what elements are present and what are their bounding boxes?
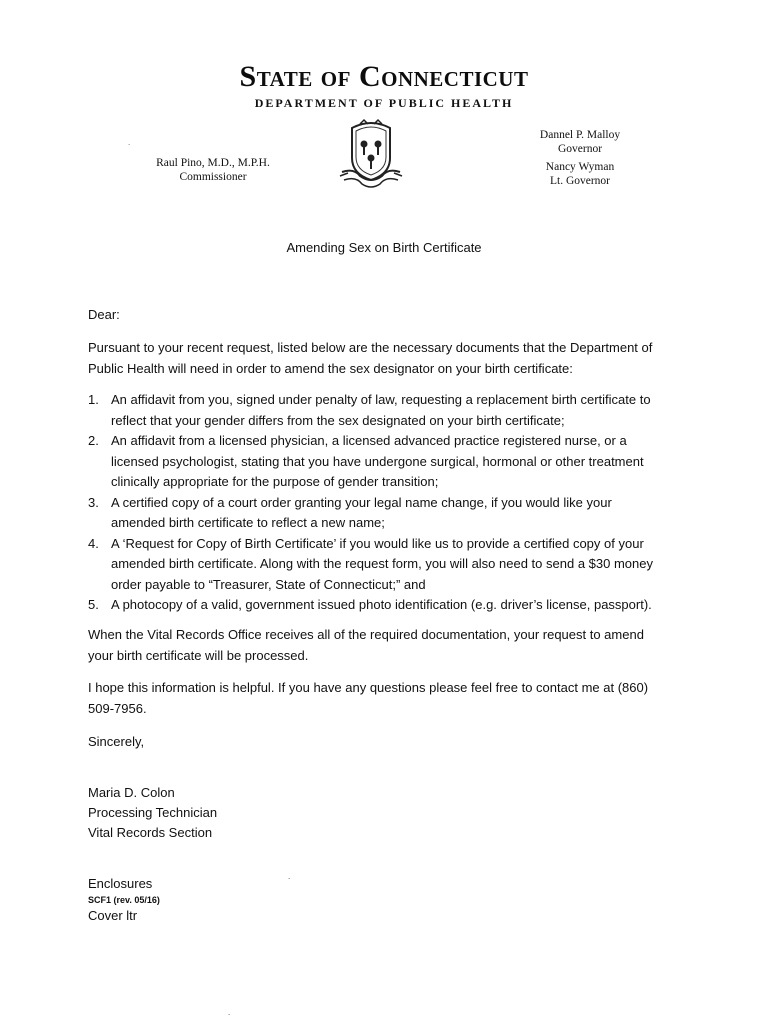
governor-title: Governor xyxy=(557,143,603,155)
signer-name: Maria D. Colon xyxy=(88,785,175,800)
governor-block xyxy=(500,128,660,188)
commissioner-title: Commissioner xyxy=(179,171,247,183)
commissioner-name: Raul Pino, M.D., M.P.H. xyxy=(156,157,270,169)
requirement-text: An affidavit from a licensed physician, a licensed advanced practice registered nurse, or a licensed psychologist, stating that you have undergone surgical, hormonal or other treatment clinically appropriate for the purpose of gender transition; xyxy=(111,433,644,489)
enclosures-block xyxy=(88,875,160,925)
requirement-item xyxy=(88,493,668,534)
state-seal-icon xyxy=(338,118,404,192)
requirement-item xyxy=(88,390,668,431)
requirement-text: A certified copy of a court order granting your legal name change, if you would like your amended birth certificate to reflect a new name; xyxy=(111,494,612,530)
contact-paragraph: I hope this information is helpful. If you have any questions please feel free to contact me at (860) 509-7956. xyxy=(88,680,649,716)
requirement-text: A photocopy of a valid, government issued photo identification (e.g. driver’s license, passport). xyxy=(111,597,652,612)
letterhead-title: State of Connecticut xyxy=(239,60,529,93)
intro-paragraph: Pursuant to your recent request, listed below are the necessary documents that the Department of Public Health will need in order to amend the sex designator on your birth certificate: xyxy=(88,340,653,376)
requirement-text: An affidavit from you, signed under penalty of law, requesting a replacement birth certificate to reflect that your gender differs from the sex designated on your birth certificate; xyxy=(111,392,651,428)
requirement-number: 3. xyxy=(88,494,99,510)
requirement-item xyxy=(88,595,668,616)
requirement-item xyxy=(88,534,668,596)
cover-letter-label: Cover ltr xyxy=(88,908,138,923)
requirements-list xyxy=(88,390,668,616)
governor-name: Dannel P. Malloy xyxy=(539,129,621,141)
form-code: SCF1 (rev. 05/16) xyxy=(88,895,160,905)
scan-mark: . xyxy=(128,138,131,147)
letter-subject: Amending Sex on Birth Certificate xyxy=(286,240,482,255)
requirement-text: A ‘Request for Copy of Birth Certificate’ if you would like us to provide a certified copy of your amended birth certificate. Along with the request form, you will also need to send a $30 money order payable to “Treasurer, State of Connecticut;” and xyxy=(111,535,653,592)
salutation: Dear: xyxy=(88,307,120,322)
requirement-number: 1. xyxy=(88,392,99,407)
signature-block xyxy=(88,783,217,843)
closing: Sincerely, xyxy=(88,734,145,749)
scan-mark: . xyxy=(228,1008,231,1017)
requirement-number: 2. xyxy=(88,433,99,448)
letterhead-department: DEPARTMENT OF PUBLIC HEALTH xyxy=(254,96,514,110)
signer-title: Processing Technician xyxy=(88,805,218,820)
commissioner-block xyxy=(148,156,278,184)
scan-mark: . xyxy=(288,872,291,881)
requirement-number: 5. xyxy=(88,597,99,612)
requirement-number: 4. xyxy=(88,535,99,551)
lt-governor-name: Nancy Wyman xyxy=(545,161,615,173)
signer-section: Vital Records Section xyxy=(88,825,213,840)
processing-paragraph: When the Vital Records Office receives all of the required documentation, your request to amend your birth certificate will be processed. xyxy=(88,627,644,663)
enclosures-label: Enclosures xyxy=(88,876,153,891)
lt-governor-title: Lt. Governor xyxy=(549,175,611,187)
requirement-item xyxy=(88,431,668,493)
